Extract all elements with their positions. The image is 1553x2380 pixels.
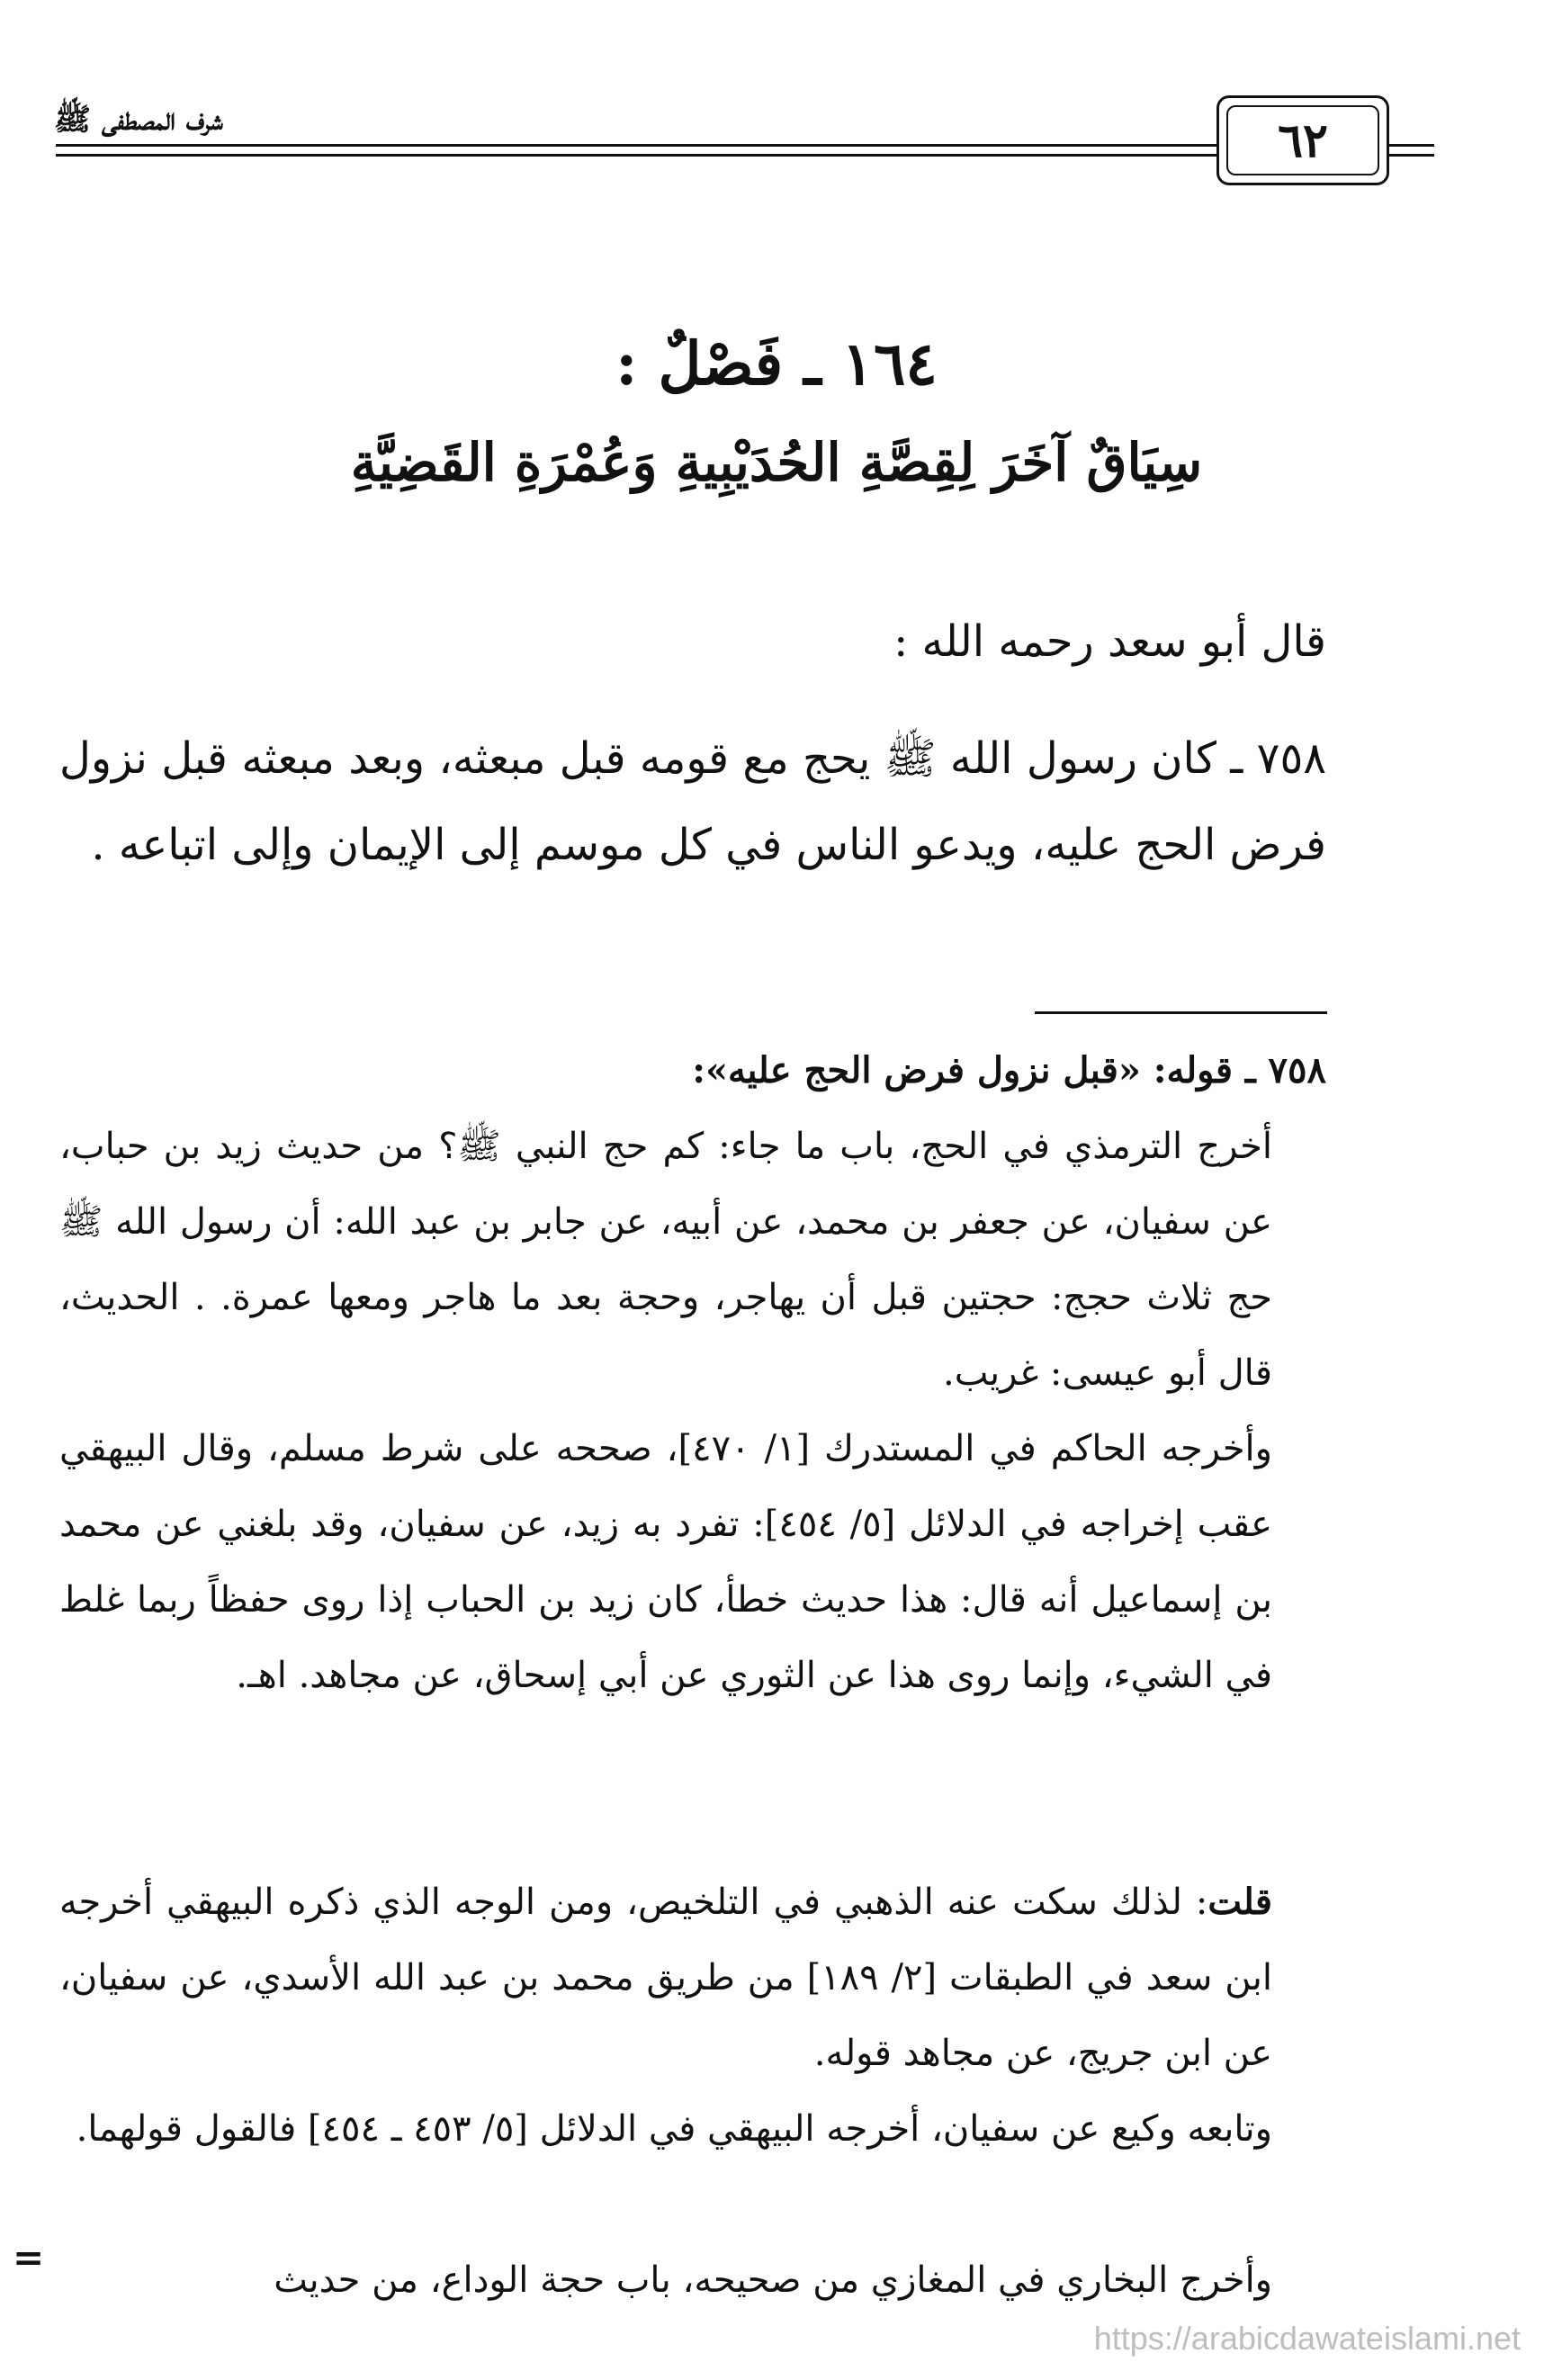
continuation-mark: =	[13, 2235, 45, 2279]
intro-line: قال أبو سعد رحمه الله :	[893, 616, 1326, 667]
footnote-paragraph-5	[59, 2242, 1326, 2318]
page-number: ٦٢	[1226, 105, 1379, 175]
footnote-paragraph-4-text: وتابعه وكيع عن سفيان، أخرجه البيهقي في الدلائل [٥/ ٤٥٣ ـ ٤٥٤] فالقول قولهما.	[76, 2108, 1272, 2150]
running-header-title: شرف المصطفى ﷺ	[54, 102, 223, 138]
page-number-frame	[1216, 95, 1389, 185]
header-rule	[56, 144, 1216, 157]
footnote-paragraph-5-text: وأخرج البخاري في المغازي من صحيحه، باب حجة الوداع، من حديث	[274, 2259, 1272, 2301]
watermark-url: https://arabicdawateislami.net	[1093, 2320, 1521, 2357]
footnote-qultu-label: قلت	[1207, 1881, 1272, 1923]
footnote-paragraph-2-text: وأخرجه الحاكم في المستدرك [١/ ٤٧٠]، صححه على شرط مسلم، وقال البيهقي عقب إخراجه في الدلائل [٥/ ٤٥٤]: تفرد به زيد، عن سفيان، وقد بلغني عن محمد بن إسماعيل أنه قال: هذا حديث خطأ، كان زيد بن الحباب إذا روى حفظاً ربما غلط في الشيء، وإنما روى هذا عن الثوري عن أبي إسحاق، عن مجاهد. اهـ.	[59, 1428, 1272, 1696]
main-paragraph-758: ٧٥٨ ـ كان رسول الله ﷺ يحج مع قومه قبل مبعثه، وبعد مبعثه قبل نزول فرض الحج عليه، ويدعو الناس في كل موسم إلى الإيمان وإلى اتباعه .	[59, 733, 1327, 870]
chapter-subtitle: سِيَاقٌ آخَرَ لِقِصَّةِ الحُدَيْبِيةِ وَعُمْرَةِ القَضِيَّةِ	[350, 432, 1203, 493]
footnote-paragraph-1: أخرج الترمذي في الحج، باب ما جاء: كم حج النبي ﷺ؟ من حديث زيد بن حباب، عن سفيان، عن جعفر بن محمد، عن أبيه، عن جابر بن عبد الله: أن رسول الله ﷺ حج ثلاث حجج: حجتين قبل أن يهاجر، وحجة بعد ما هاجر ومعها عمرة. . الحديث، قال أبو عيسى: غريب.	[59, 1126, 1272, 1394]
footnote-separator	[1035, 1011, 1327, 1014]
header-rule-tail	[1389, 144, 1434, 157]
footnote-paragraph-3-body	[59, 1864, 1326, 2091]
footnote-paragraph-3-text: : لذلك سكت عنه الذهبي في التلخيص، ومن الوجه الذي ذكره البيهقي أخرجه ابن سعد في الطبقات [٢/ ١٨٩] من طريق محمد بن عبد الله الأسدي، عن سفيان، عن ابن جريج، عن مجاهد قوله.	[59, 1882, 1272, 2074]
footnote-paragraph-4	[59, 2091, 1326, 2167]
footnote-heading: ٧٥٨ ـ قوله: «قبل نزول فرض الحج عليه»:	[692, 1049, 1326, 1091]
chapter-number-title: ١٦٤ ـ فَصْلٌ :	[615, 328, 938, 399]
footnote-paragraph-2	[59, 1411, 1326, 1713]
footnote-paragraph-3	[59, 1864, 1326, 2091]
